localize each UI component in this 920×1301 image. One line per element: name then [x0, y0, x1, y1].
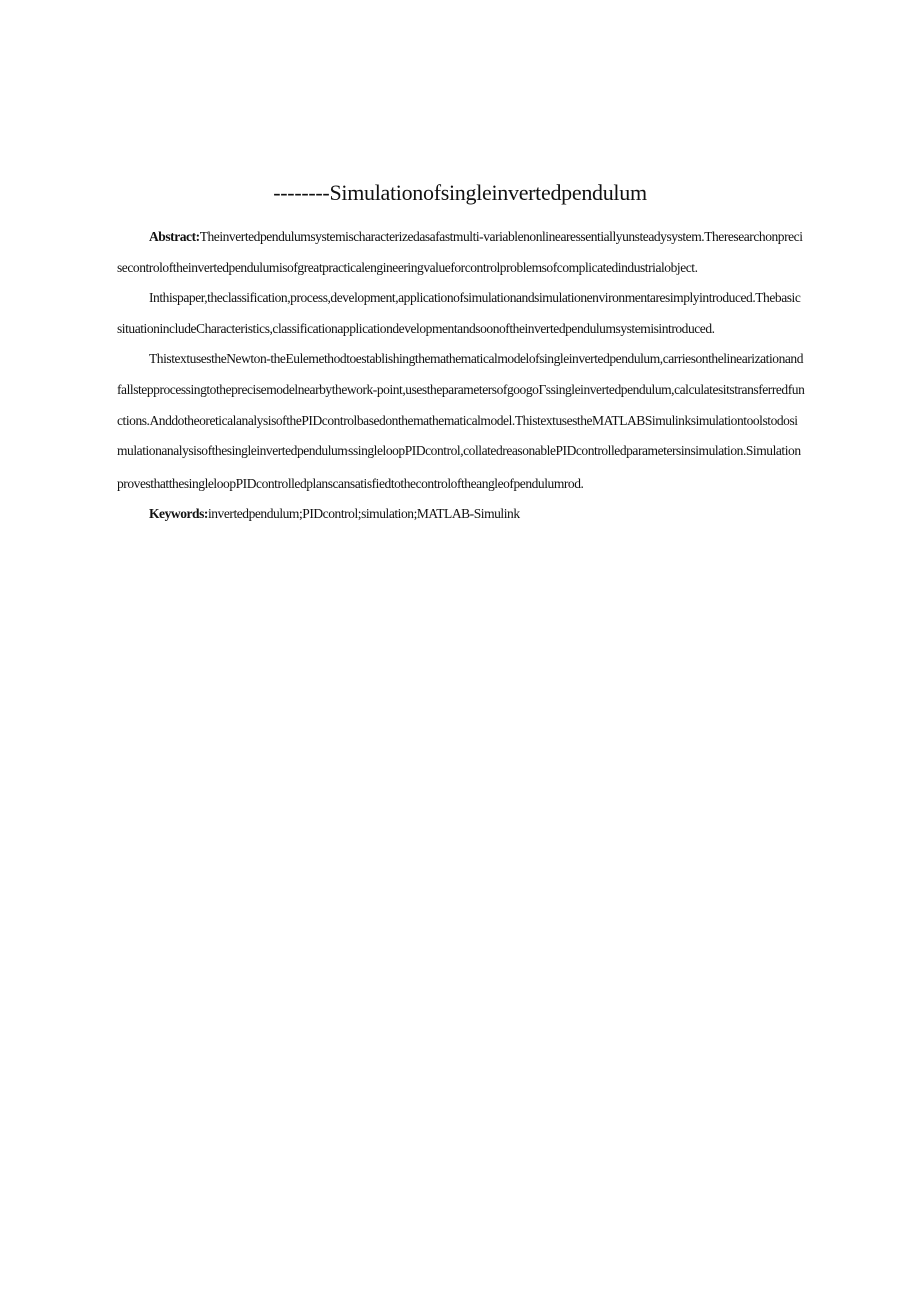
keywords-label: Keywords:: [149, 506, 208, 522]
method-line-8: ersinsimulation.SimulationprovesthatthesingleloopPIDcontrolledplanscansatisfiedtothecontroloftheangleofpen: [117, 443, 801, 491]
keywords-text: invertedpendulum;PIDcontrol;simulation;MATLAB-Simulink: [207, 506, 520, 522]
abstract-line-2: variablenonlinearessentiallyunsteadysystem.Theresearchonprecisecontroloftheinvertedpendulumisofgreatpracti: [117, 229, 803, 275]
intro-line-1: Inthispaper,theclassification,process,development,applicationofsimulationandsimulationenvironmentaresi: [149, 290, 674, 306]
method-line-4: point,usestheparametersofgoogoΓssingleinvertedpendulum,calculatesitstransferredfunctions.Anddotheoreticala: [117, 381, 805, 428]
method-line-9: dulumrod.: [531, 475, 584, 491]
intro-line-3: ertedpendulumsystemisintroduced.: [540, 320, 715, 336]
document-title: --------Simulationofsingleinvertedpendulum: [273, 180, 647, 205]
intro-paragraph: [117, 283, 805, 344]
abstract-line-1: Theinvertedpendulumsystemischaracterizedasafastmulti-: [199, 229, 484, 244]
method-line-3: tepprocessingtotheprecisemodelnearbythework-: [138, 381, 377, 397]
intro-line-2: mplyintroduced.ThebasicsituationincludeCharacteristics,classificationapplicationdevelopmentandsoonoftheinv: [117, 290, 801, 336]
abstract-paragraph: [117, 222, 805, 283]
document-body: [117, 222, 805, 530]
keywords-paragraph: [117, 499, 805, 530]
method-separator: ': [347, 449, 349, 458]
method-line-2: theEulemethodtoestablishingthemathematicalmodelofsingleinvertedpendulum,carriesonthelinearizationandfalls: [117, 351, 804, 397]
method-line-5: nalysisofthePIDcontrolbasedonthemathematicalmodel.ThistextusestheMATLABSimulinksimulationtoolstodos: [241, 412, 795, 428]
method-paragraph: [117, 344, 805, 499]
abstract-label: Abstract:: [149, 229, 200, 244]
method-line-6: imulationanalysisofthesingleinvertedpendulum: [117, 412, 798, 459]
method-line-7: ssingleloopPIDcontrol,collatedreasonablePIDcontrolledparamet: [348, 443, 667, 459]
method-line-1: ThistextusestheNewton-: [149, 351, 271, 367]
abstract-line-3: calengineeringvalueforcontrolproblemsofcomplicatedindustrialobject.: [350, 259, 698, 275]
